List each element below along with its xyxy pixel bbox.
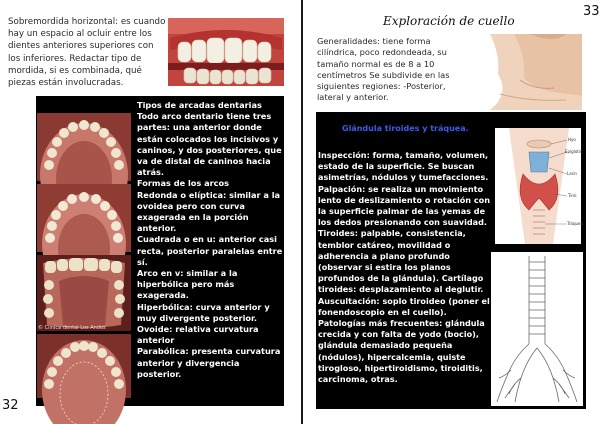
arch-types-text: Tipos de arcadas dentarias Todo arco dentario tiene tres partes: una anterior donde están colocados los incisivos y caninos, y dos posteriores, que va de distal de caninos hacia atrás. Formas de los arcos Redonda o elíptica: similar a la ovoidea pero con curva exagerada en la porción anterior. Cuadrada o en u: anterior casi recta, posterior paralelas entre sí. Arco en v: similar a la hiperbólica pero más exagerada. Hiperbólica: curva anterior y muy divergente posterior. Ovoide: relativa curvatura anterior Parabólica: presenta curvatura anterior y divergencia posterior. [137, 100, 283, 379]
label-thyroid: Tiroi [568, 193, 577, 198]
label-hyoid: Hyo [568, 137, 576, 142]
thyroid-diagram [495, 128, 581, 244]
upper-arch-photo-2 [37, 184, 131, 252]
overjet-intro-text: Sobremordida horizontal: es cuando hay un espacio al ocluir entre los dientes anteriores superiores con los inferiores. Redactar tipo de mordida, si es combinada, qué piezas están involucradas. [8, 17, 166, 89]
label-epiglottis: Epiglotis [565, 149, 583, 154]
page-gutter [301, 0, 303, 424]
trachea-bronchi-diagram [491, 252, 583, 406]
upper-arch-photo-1 [37, 113, 131, 181]
thyroid-exam-text: Inspección: forma, tamaño, volumen, estado de la superficie. Se buscan asimetrías, nódulos y tumefacciones. Palpación: se realiza un movimiento lento de deslizamiento o rotación con la superficie palmar de las yemas de los dedos presionando con suavidad. Tiroides: palpable, consistencia, temblor catáreo, movilidad o adherencia a plano profundo (observar si estira los planos profundos de la glándula). Cartílago tiroides: desplazamiento al deglutir. Auscultación: soplo tiroideo (poner el fonendoscopio en el cuello). Patologías más frecuentes: glándula crecida y con falta de yodo (bocio), glándula demasiado pequeña (nódulos), hipercalcemia, quiste tirogloso, hipertiroidismo, tiroiditis, carcinoma, otras. [318, 150, 490, 385]
upper-arch-photo-4 [37, 334, 131, 398]
thyroid-subheading: Glándula tiroides y tráquea. [342, 124, 469, 133]
label-larynx: Larin [567, 171, 577, 176]
label-trachea: Tráquea [567, 221, 583, 226]
neck-general-text: Generalidades: tiene forma cilíndrica, poco redondeada, su tamaño normal es de 8 a 10 centímetros Se subdivide en las siguientes regiones: -Posterior, lateral y anterior. [317, 36, 450, 103]
neck-photo [470, 34, 582, 110]
page-number-right: 33 [583, 4, 600, 19]
section-title: Exploración de cuello [383, 14, 515, 28]
page-number-left: 32 [2, 398, 19, 413]
upper-arch-photo-3 [37, 255, 131, 331]
photo-watermark: © Clínica dental Los Andes [38, 325, 106, 331]
overjet-teeth-photo [168, 18, 284, 86]
